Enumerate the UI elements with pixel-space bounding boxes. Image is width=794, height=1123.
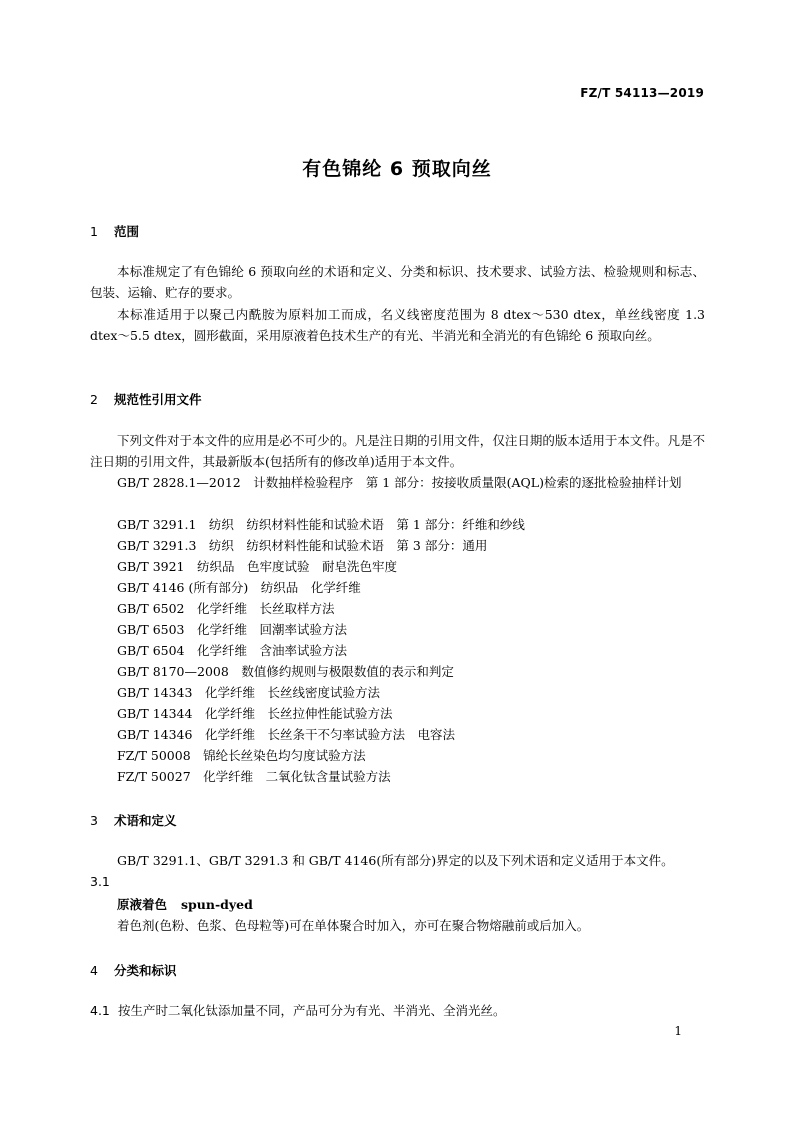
scope-paragraph-2: 本标准适用于以聚己内酰胺为原料加工而成，名义线密度范围为 8 dtex～530 dtex，单丝线密度 1.3 dtex～5.5 dtex，圆形截面，采用原液着色技术生产的有光、半消光和全消光的有色锦纶 6 预取向丝。 — [90, 307, 705, 343]
reference-item: GB/T 14343 化学纤维 长丝线密度试验方法 — [117, 685, 380, 700]
reference-item: GB/T 3291.1 纺织 纺织材料性能和试验术语 第 1 部分：纤维和纱线 — [117, 517, 525, 532]
section-number: 2 — [90, 392, 98, 407]
term-definition: 着色剂(色粉、色浆、色母粒等)可在单体聚合时加入，亦可在聚合物熔融前或后加入。 — [117, 918, 590, 933]
section-title: 分类和标识 — [114, 963, 177, 978]
section-number: 3 — [90, 813, 98, 828]
document-code: FZ/T 54113—2019 — [580, 86, 704, 100]
section-2-heading — [90, 390, 202, 408]
section-title: 术语和定义 — [114, 813, 177, 828]
term-chinese: 原液着色 — [117, 897, 168, 912]
reference-item: GB/T 4146 (所有部分) 纺织品 化学纤维 — [117, 580, 361, 595]
normative-references-intro: 下列文件对于本文件的应用是必不可少的。凡是注日期的引用文件，仅注日期的版本适用于本文件。凡是不注日期的引用文件，其最新版本(包括所有的修改单)适用于本文件。 — [90, 433, 705, 469]
reference-item: GB/T 14346 化学纤维 长丝条干不匀率试验方法 电容法 — [117, 727, 455, 742]
clause-number: 4.1 — [90, 1003, 110, 1018]
reference-gb-t-2828-1: GB/T 2828.1—2012 计数抽样检验程序 第 1 部分：按接收质量限(AQL)检索的逐批检验抽样计划 — [117, 475, 682, 490]
term-english: spun-dyed — [181, 897, 253, 912]
scope-paragraph-1: 本标准规定了有色锦纶 6 预取向丝的术语和定义、分类和标识、技术要求、试验方法、检验规则和标志、包装、运输、贮存的要求。 — [90, 264, 705, 300]
term-number: 3.1 — [90, 874, 110, 889]
page-title: 有色锦纶 6 预取向丝 — [302, 158, 492, 180]
section-number: 4 — [90, 963, 98, 978]
reference-item: FZ/T 50008 锦纶长丝染色均匀度试验方法 — [117, 748, 366, 763]
section-number: 1 — [90, 224, 98, 239]
reference-item: GB/T 6504 化学纤维 含油率试验方法 — [117, 643, 348, 658]
section-4-heading — [90, 961, 177, 979]
section-title: 范围 — [114, 224, 140, 239]
reference-item: FZ/T 50027 化学纤维 二氧化钛含量试验方法 — [117, 769, 391, 784]
reference-item: GB/T 8170—2008 数值修约规则与极限数值的表示和判定 — [117, 664, 454, 679]
page-number: 1 — [674, 1024, 682, 1038]
reference-item: GB/T 14344 化学纤维 长丝拉伸性能试验方法 — [117, 706, 393, 721]
reference-item: GB/T 3291.3 纺织 纺织材料性能和试验术语 第 3 部分：通用 — [117, 538, 488, 553]
clause-4-1 — [90, 1001, 506, 1019]
reference-item: GB/T 6502 化学纤维 长丝取样方法 — [117, 601, 335, 616]
section-title: 规范性引用文件 — [114, 392, 202, 407]
section-3-heading — [90, 811, 177, 829]
terms-intro: GB/T 3291.1、GB/T 3291.3 和 GB/T 4146(所有部分)界定的以及下列术语和定义适用于本文件。 — [117, 853, 674, 868]
reference-item: GB/T 3921 纺织品 色牢度试验 耐皂洗色牢度 — [117, 559, 398, 574]
reference-item: GB/T 6503 化学纤维 回潮率试验方法 — [117, 622, 348, 637]
term-entry — [117, 895, 253, 913]
clause-text: 按生产时二氧化钛添加量不同，产品可分为有光、半消光、全消光丝。 — [118, 1003, 506, 1018]
section-1-heading — [90, 222, 139, 240]
